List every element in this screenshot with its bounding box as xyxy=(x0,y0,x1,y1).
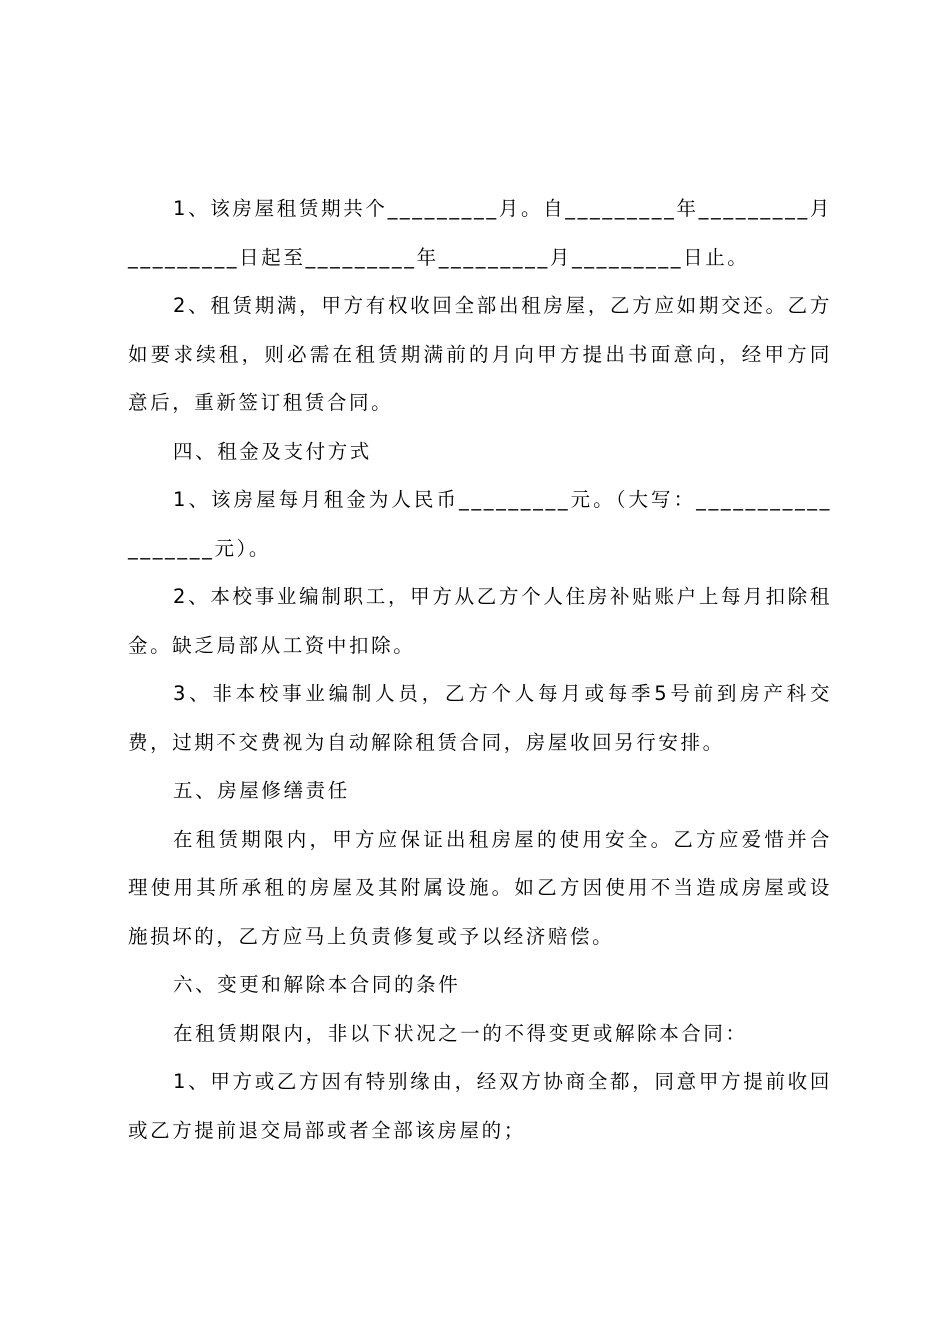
lease-renewal-clause: 2、租赁期满，甲方有权收回全部出租房屋，乙方应如期交还。乙方如要求续租，则必需在租赁期满前的月向甲方提出书面意向，经甲方同意后，重新签订租赁合同。 xyxy=(128,294,832,414)
section-heading-rent-payment: 四、租金及支付方式 xyxy=(173,439,372,463)
monthly-rent-clause: 1、该房屋每月租金为人民币_________元。（大写：__________________元）。 xyxy=(128,488,832,560)
section-heading-repair-responsibility: 五、房屋修缮责任 xyxy=(173,779,350,802)
staff-rent-deduction-clause: 2、本校事业编制职工，甲方从乙方个人住房补贴账户上每月扣除租金。缺乏局部从工资中扣除。 xyxy=(128,585,832,657)
early-termination-condition: 1、甲方或乙方因有特别缘由，经双方协商全都，同意甲方提前收回或乙方提前退交局部或者全部该房屋的； xyxy=(128,1070,832,1142)
document-body xyxy=(128,185,832,1155)
non-staff-payment-clause: 3、非本校事业编制人员，乙方个人每月或每季5号前到房产科交费，过期不交费视为自动解除租赁合同，房屋收回另行安排。 xyxy=(128,682,832,754)
contract-change-intro: 在租赁期限内，非以下状况之一的不得变更或解除本合同： xyxy=(173,1021,748,1045)
section-heading-contract-change: 六、变更和解除本合同的条件 xyxy=(173,973,461,996)
lease-term-clause: 1、该房屋租赁期共个_________月。自_________年_________月_________日起至_________年_________月_________日止。 xyxy=(128,197,832,269)
repair-responsibility-clause: 在租赁期限内，甲方应保证出租房屋的使用安全。乙方应爱惜并合理使用其所承租的房屋及其附属设施。如乙方因使用不当造成房屋或设施损坏的，乙方应马上负责修复或予以经济赔偿。 xyxy=(128,827,832,948)
